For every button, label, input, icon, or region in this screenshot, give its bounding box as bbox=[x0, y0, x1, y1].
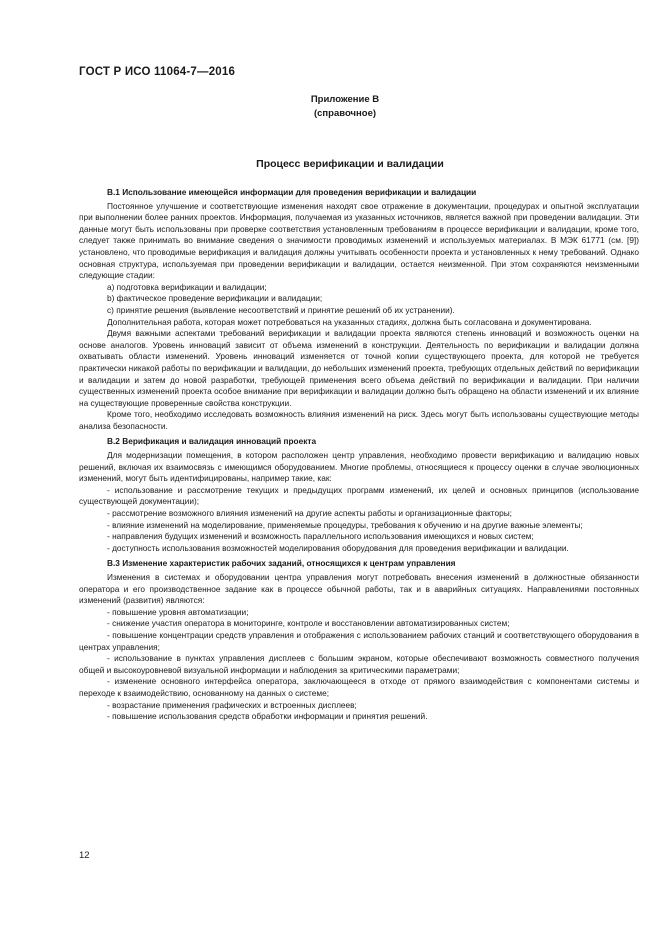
list-item: c) принятие решения (выявление несоответствий и принятие решений об их устранении). bbox=[107, 304, 455, 315]
paragraph: Кроме того, необходимо исследовать возможность влияния изменений на риск. Здесь могут быть использованы существующие методы анализа безопасности. bbox=[79, 409, 639, 431]
list-item: b) фактическое проведение верификации и валидации; bbox=[107, 293, 323, 304]
list-item: - использование в пунктах управления дисплеев с большим экраном, которые обеспечивают возможность совместного получения общей и высокоуровневой визуальной информации и наблюдения за критическими параметрами; bbox=[79, 653, 639, 675]
list-item: - повышение уровня автоматизации; bbox=[107, 606, 249, 617]
paragraph: Для модернизации помещения, в котором расположен центр управления, необходимо провести верификацию и валидацию новых решений, включая их взаимосвязь с имеющимся оборудованием. Многие проблемы, относящиеся к процессу оценки в случае эволюционных изменений, могут быть идентифицированы, например такие, как: bbox=[79, 450, 639, 484]
document-header: ГОСТ Р ИСО 11064-7—2016 bbox=[79, 66, 236, 78]
list-item: - изменение основного интерфейса оператора, заключающееся в отходе от прямого взаимодействия с компонентами системы и переходе к взаимодействию, основанному на данных о системе; bbox=[79, 676, 639, 698]
list-item: - повышение использования средств обработки информации и принятия решений. bbox=[107, 711, 428, 722]
list-item: - использование и рассмотрение текущих и предыдущих программ изменений, их целей и основных принципов (использование существующей документации); bbox=[79, 484, 639, 507]
body-text bbox=[79, 183, 639, 723]
list-item: - снижение участия оператора в мониторинге, контроле и восстановлении автоматизированных систем; bbox=[107, 618, 510, 629]
paragraph: Дополнительная работа, которая может потребоваться на указанных стадиях, должна быть согласована и документирована. bbox=[107, 316, 592, 327]
list-item: - направления будущих изменений и возможность параллельного использования имеющихся и новых систем; bbox=[107, 531, 534, 542]
annex-block bbox=[300, 93, 390, 121]
page-number: 12 bbox=[79, 850, 90, 861]
section-heading-b1: В.1 Использование имеющейся информации для проведения верификации и валидации bbox=[107, 187, 477, 197]
annex-title: Процесс верификации и валидации bbox=[256, 158, 444, 170]
annex-note: (справочное) bbox=[313, 108, 377, 119]
list-item: - возрастание применения графических и встроенных дисплеев; bbox=[107, 699, 357, 710]
list-item: a) подготовка верификации и валидации; bbox=[107, 281, 267, 292]
list-item: - повышение концентрации средств управления и отображения с использованием рабочих станций и соответствующего оборудования в центрах управления; bbox=[79, 629, 639, 652]
paragraph: Постоянное улучшение и соответствующие изменения находят свое отражение в документации, процедурах и опытной эксплуатации при выполнении более ранних проектов. Информация, получаемая из указанных источников, является важной при проведении валидации. Эти данные могут быть использованы при проверке соответствия установленным требованиям в процессе верификации и валидации, кроме того, следует также принимать во внимание сведения о значимости проводимых изменений и используемых материалах. В МЭК 61771 (см. [9]) установлено, что проводимые верификация и валидация должны учитывать особенности проекта и установленных к нему требований. Однако основная структура, используемая при проведении верификации и валидации, остается неизменной. При этом сохраняются неизменными следующие стадии: bbox=[79, 200, 639, 281]
annex-label: Приложение В bbox=[310, 94, 380, 105]
paragraph: Двумя важными аспектами требований верификации и валидации проекта являются степень инноваций и возможность оценки на основе аналогов. Уровень инноваций зависит от объема изменений в конструкции. Деятельность по верификации и валидации должна охватывать области изменений. Уровень инноваций изменяется от точной копии существующего проекта, для которой не требуется практически никакой работы по верификации и валидации, до небольших изменений проекта, требующих отдельных действий по верификации и валидации и затем до новой разработки, требующей применения всего объема действий по верификации и валидации. При наличии существенных изменений проекта особое внимание при верификации и валидации должно быть обращено на области изменений и их влияние на существующие проверенные свойства конструкции. bbox=[79, 328, 639, 408]
list-item: - влияние изменений на моделирование, применяемые процедуры, требования к обучению и на другие важные элементы; bbox=[107, 519, 583, 530]
list-item: - доступность использования возможностей моделирования оборудования для проведения верификации и валидации. bbox=[107, 542, 569, 553]
paragraph: Изменения в системах и оборудовании центра управления могут потребовать внесения изменений в должностные обязанности оператора и его производственное задание как в процессе обычной работы, так и в аварийных ситуациях. Направлениями постоянных изменений (развития) являются: bbox=[79, 572, 639, 606]
section-heading-b2: В.2 Верификация и валидация инноваций проекта bbox=[107, 436, 317, 447]
list-item: - рассмотрение возможного влияния изменений на другие аспекты работы и организационные факторы; bbox=[107, 508, 512, 519]
section-heading-b3: В.3 Изменение характеристик рабочих заданий, относящихся к центрам управления bbox=[107, 558, 456, 569]
